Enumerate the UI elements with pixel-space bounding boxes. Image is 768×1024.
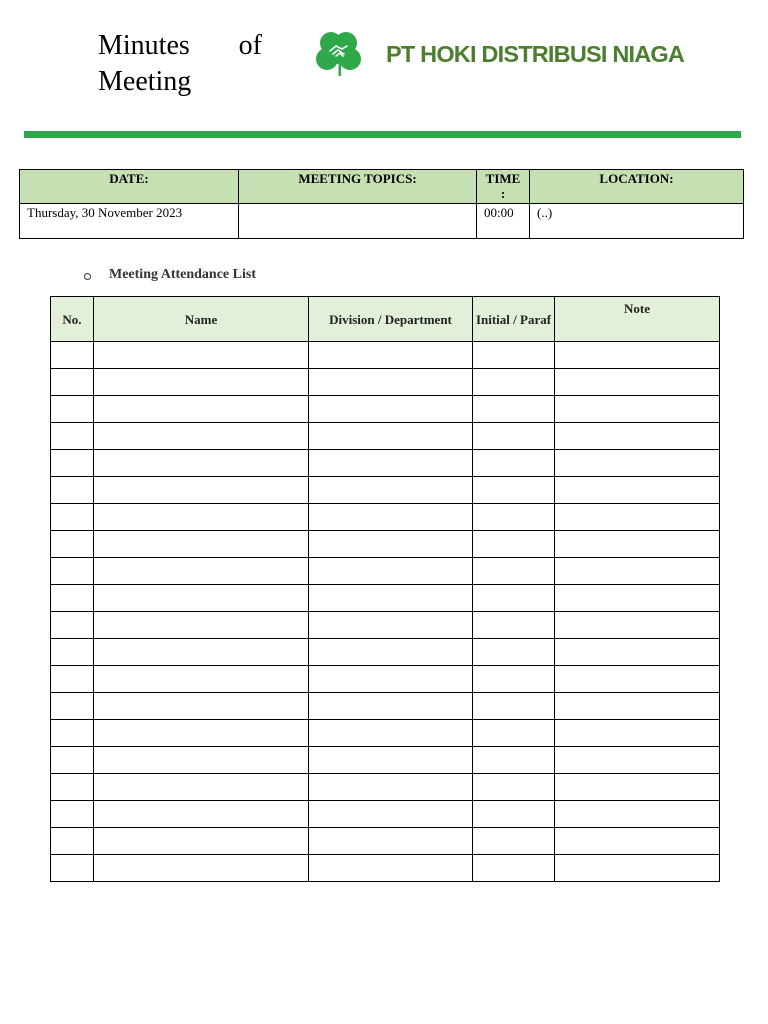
attendance-cell-no[interactable] bbox=[51, 801, 94, 828]
attendance-cell-division[interactable] bbox=[309, 477, 473, 504]
attendance-cell-no[interactable] bbox=[51, 774, 94, 801]
attendance-cell-division[interactable] bbox=[309, 612, 473, 639]
attendance-cell-no[interactable] bbox=[51, 369, 94, 396]
attendance-table bbox=[50, 296, 720, 882]
attendance-cell-note[interactable] bbox=[555, 558, 720, 585]
attendance-cell-name[interactable] bbox=[94, 639, 309, 666]
attendance-row bbox=[51, 720, 720, 747]
attendance-cell-division[interactable] bbox=[309, 342, 473, 369]
attendance-cell-division[interactable] bbox=[309, 828, 473, 855]
attendance-cell-name[interactable] bbox=[94, 720, 309, 747]
attendance-cell-initial[interactable] bbox=[473, 450, 555, 477]
attendance-cell-initial[interactable] bbox=[473, 342, 555, 369]
attendance-row bbox=[51, 855, 720, 882]
attendance-cell-division[interactable] bbox=[309, 396, 473, 423]
document-title bbox=[98, 28, 262, 100]
attendance-cell-initial[interactable] bbox=[473, 855, 555, 882]
attendance-rows bbox=[51, 342, 720, 882]
attendance-cell-initial[interactable] bbox=[473, 747, 555, 774]
attendance-cell-initial[interactable] bbox=[473, 585, 555, 612]
attendance-cell-name[interactable] bbox=[94, 477, 309, 504]
attendance-cell-no[interactable] bbox=[51, 855, 94, 882]
attendance-cell-no[interactable] bbox=[51, 585, 94, 612]
attendance-cell-initial[interactable] bbox=[473, 423, 555, 450]
attendance-row bbox=[51, 369, 720, 396]
attendance-cell-no[interactable] bbox=[51, 342, 94, 369]
attendance-cell-no[interactable] bbox=[51, 423, 94, 450]
attendance-cell-name[interactable] bbox=[94, 666, 309, 693]
attendance-row bbox=[51, 747, 720, 774]
attendance-cell-name[interactable] bbox=[94, 585, 309, 612]
date-header: DATE: bbox=[20, 170, 239, 204]
attendance-cell-name[interactable] bbox=[94, 828, 309, 855]
section-heading bbox=[80, 267, 256, 283]
attendance-cell-initial[interactable] bbox=[473, 396, 555, 423]
title-word: of bbox=[238, 30, 262, 61]
attendance-cell-division[interactable] bbox=[309, 450, 473, 477]
attendance-cell-name[interactable] bbox=[94, 531, 309, 558]
attendance-row bbox=[51, 342, 720, 369]
attendance-cell-initial[interactable] bbox=[473, 774, 555, 801]
attendance-cell-no[interactable] bbox=[51, 477, 94, 504]
attendance-cell-note[interactable] bbox=[555, 639, 720, 666]
attendance-cell-name[interactable] bbox=[94, 558, 309, 585]
meeting-info-table bbox=[19, 169, 744, 239]
time-value[interactable]: 00:00 bbox=[477, 204, 530, 239]
col-division-header: Division / Department bbox=[309, 297, 473, 342]
attendance-cell-note[interactable] bbox=[555, 585, 720, 612]
attendance-cell-division[interactable] bbox=[309, 720, 473, 747]
attendance-cell-note[interactable] bbox=[555, 423, 720, 450]
attendance-cell-division[interactable] bbox=[309, 774, 473, 801]
attendance-cell-name[interactable] bbox=[94, 747, 309, 774]
attendance-cell-note[interactable] bbox=[555, 396, 720, 423]
attendance-row bbox=[51, 612, 720, 639]
section-title: Meeting Attendance List bbox=[109, 267, 256, 282]
attendance-cell-no[interactable] bbox=[51, 693, 94, 720]
attendance-row bbox=[51, 666, 720, 693]
attendance-cell-initial[interactable] bbox=[473, 531, 555, 558]
attendance-cell-name[interactable] bbox=[94, 693, 309, 720]
attendance-row bbox=[51, 531, 720, 558]
attendance-cell-initial[interactable] bbox=[473, 612, 555, 639]
attendance-cell-note[interactable] bbox=[555, 477, 720, 504]
attendance-cell-note[interactable] bbox=[555, 531, 720, 558]
company-name: PT HOKI DISTRIBUSI NIAGA bbox=[386, 41, 685, 67]
attendance-cell-initial[interactable] bbox=[473, 477, 555, 504]
attendance-cell-initial[interactable] bbox=[473, 504, 555, 531]
attendance-cell-initial[interactable] bbox=[473, 801, 555, 828]
attendance-cell-name[interactable] bbox=[94, 423, 309, 450]
attendance-cell-note[interactable] bbox=[555, 666, 720, 693]
attendance-cell-note[interactable] bbox=[555, 612, 720, 639]
attendance-cell-division[interactable] bbox=[309, 801, 473, 828]
attendance-cell-initial[interactable] bbox=[473, 693, 555, 720]
attendance-cell-no[interactable] bbox=[51, 666, 94, 693]
header-divider bbox=[24, 131, 741, 138]
attendance-cell-note[interactable] bbox=[555, 450, 720, 477]
attendance-cell-division[interactable] bbox=[309, 855, 473, 882]
time-header: TIME : bbox=[477, 170, 530, 204]
attendance-cell-no[interactable] bbox=[51, 639, 94, 666]
col-name-header: Name bbox=[94, 297, 309, 342]
topics-value[interactable] bbox=[239, 204, 477, 239]
attendance-row bbox=[51, 477, 720, 504]
attendance-cell-initial[interactable] bbox=[473, 720, 555, 747]
attendance-cell-note[interactable] bbox=[555, 693, 720, 720]
bullet-icon bbox=[84, 273, 91, 280]
attendance-cell-note[interactable] bbox=[555, 369, 720, 396]
location-header: LOCATION: bbox=[530, 170, 744, 204]
date-value[interactable]: Thursday, 30 November 2023 bbox=[20, 204, 239, 239]
attendance-cell-no[interactable] bbox=[51, 747, 94, 774]
attendance-cell-no[interactable] bbox=[51, 720, 94, 747]
attendance-cell-name[interactable] bbox=[94, 450, 309, 477]
attendance-cell-name[interactable] bbox=[94, 774, 309, 801]
attendance-row bbox=[51, 423, 720, 450]
col-no-header: No. bbox=[51, 297, 94, 342]
topics-header: MEETING TOPICS: bbox=[239, 170, 477, 204]
attendance-cell-note[interactable] bbox=[555, 828, 720, 855]
title-word: Minutes bbox=[98, 30, 190, 61]
attendance-cell-note[interactable] bbox=[555, 855, 720, 882]
company-logo bbox=[312, 30, 704, 88]
attendance-row bbox=[51, 450, 720, 477]
col-note-header: Note bbox=[555, 297, 720, 342]
attendance-cell-division[interactable] bbox=[309, 558, 473, 585]
attendance-cell-name[interactable] bbox=[94, 396, 309, 423]
attendance-cell-division[interactable] bbox=[309, 531, 473, 558]
attendance-row bbox=[51, 639, 720, 666]
attendance-cell-note[interactable] bbox=[555, 801, 720, 828]
attendance-cell-initial[interactable] bbox=[473, 558, 555, 585]
attendance-row bbox=[51, 396, 720, 423]
attendance-cell-division[interactable] bbox=[309, 747, 473, 774]
attendance-cell-division[interactable] bbox=[309, 369, 473, 396]
attendance-cell-name[interactable] bbox=[94, 369, 309, 396]
attendance-cell-name[interactable] bbox=[94, 342, 309, 369]
attendance-cell-no[interactable] bbox=[51, 558, 94, 585]
attendance-cell-no[interactable] bbox=[51, 828, 94, 855]
attendance-cell-no[interactable] bbox=[51, 450, 94, 477]
attendance-cell-division[interactable] bbox=[309, 693, 473, 720]
attendance-row bbox=[51, 585, 720, 612]
attendance-cell-initial[interactable] bbox=[473, 828, 555, 855]
attendance-cell-division[interactable] bbox=[309, 585, 473, 612]
attendance-cell-name[interactable] bbox=[94, 612, 309, 639]
location-value[interactable]: (..) bbox=[530, 204, 744, 239]
attendance-row bbox=[51, 693, 720, 720]
attendance-cell-division[interactable] bbox=[309, 666, 473, 693]
attendance-cell-name[interactable] bbox=[94, 801, 309, 828]
attendance-row bbox=[51, 504, 720, 531]
attendance-cell-initial[interactable] bbox=[473, 666, 555, 693]
attendance-cell-division[interactable] bbox=[309, 423, 473, 450]
attendance-cell-note[interactable] bbox=[555, 504, 720, 531]
attendance-cell-initial[interactable] bbox=[473, 369, 555, 396]
attendance-cell-name[interactable] bbox=[94, 504, 309, 531]
attendance-row bbox=[51, 558, 720, 585]
attendance-row bbox=[51, 801, 720, 828]
attendance-cell-division[interactable] bbox=[309, 504, 473, 531]
attendance-cell-division[interactable] bbox=[309, 639, 473, 666]
col-initial-header: Initial / Paraf bbox=[473, 297, 555, 342]
attendance-cell-note[interactable] bbox=[555, 747, 720, 774]
attendance-cell-note[interactable] bbox=[555, 342, 720, 369]
attendance-cell-note[interactable] bbox=[555, 774, 720, 801]
attendance-cell-no[interactable] bbox=[51, 504, 94, 531]
attendance-cell-note[interactable] bbox=[555, 720, 720, 747]
attendance-row bbox=[51, 828, 720, 855]
attendance-cell-no[interactable] bbox=[51, 531, 94, 558]
attendance-row bbox=[51, 774, 720, 801]
attendance-cell-initial[interactable] bbox=[473, 639, 555, 666]
title-word: Meeting bbox=[98, 66, 192, 97]
clover-handshake-icon bbox=[312, 30, 366, 80]
attendance-cell-no[interactable] bbox=[51, 396, 94, 423]
attendance-cell-name[interactable] bbox=[94, 855, 309, 882]
attendance-cell-no[interactable] bbox=[51, 612, 94, 639]
